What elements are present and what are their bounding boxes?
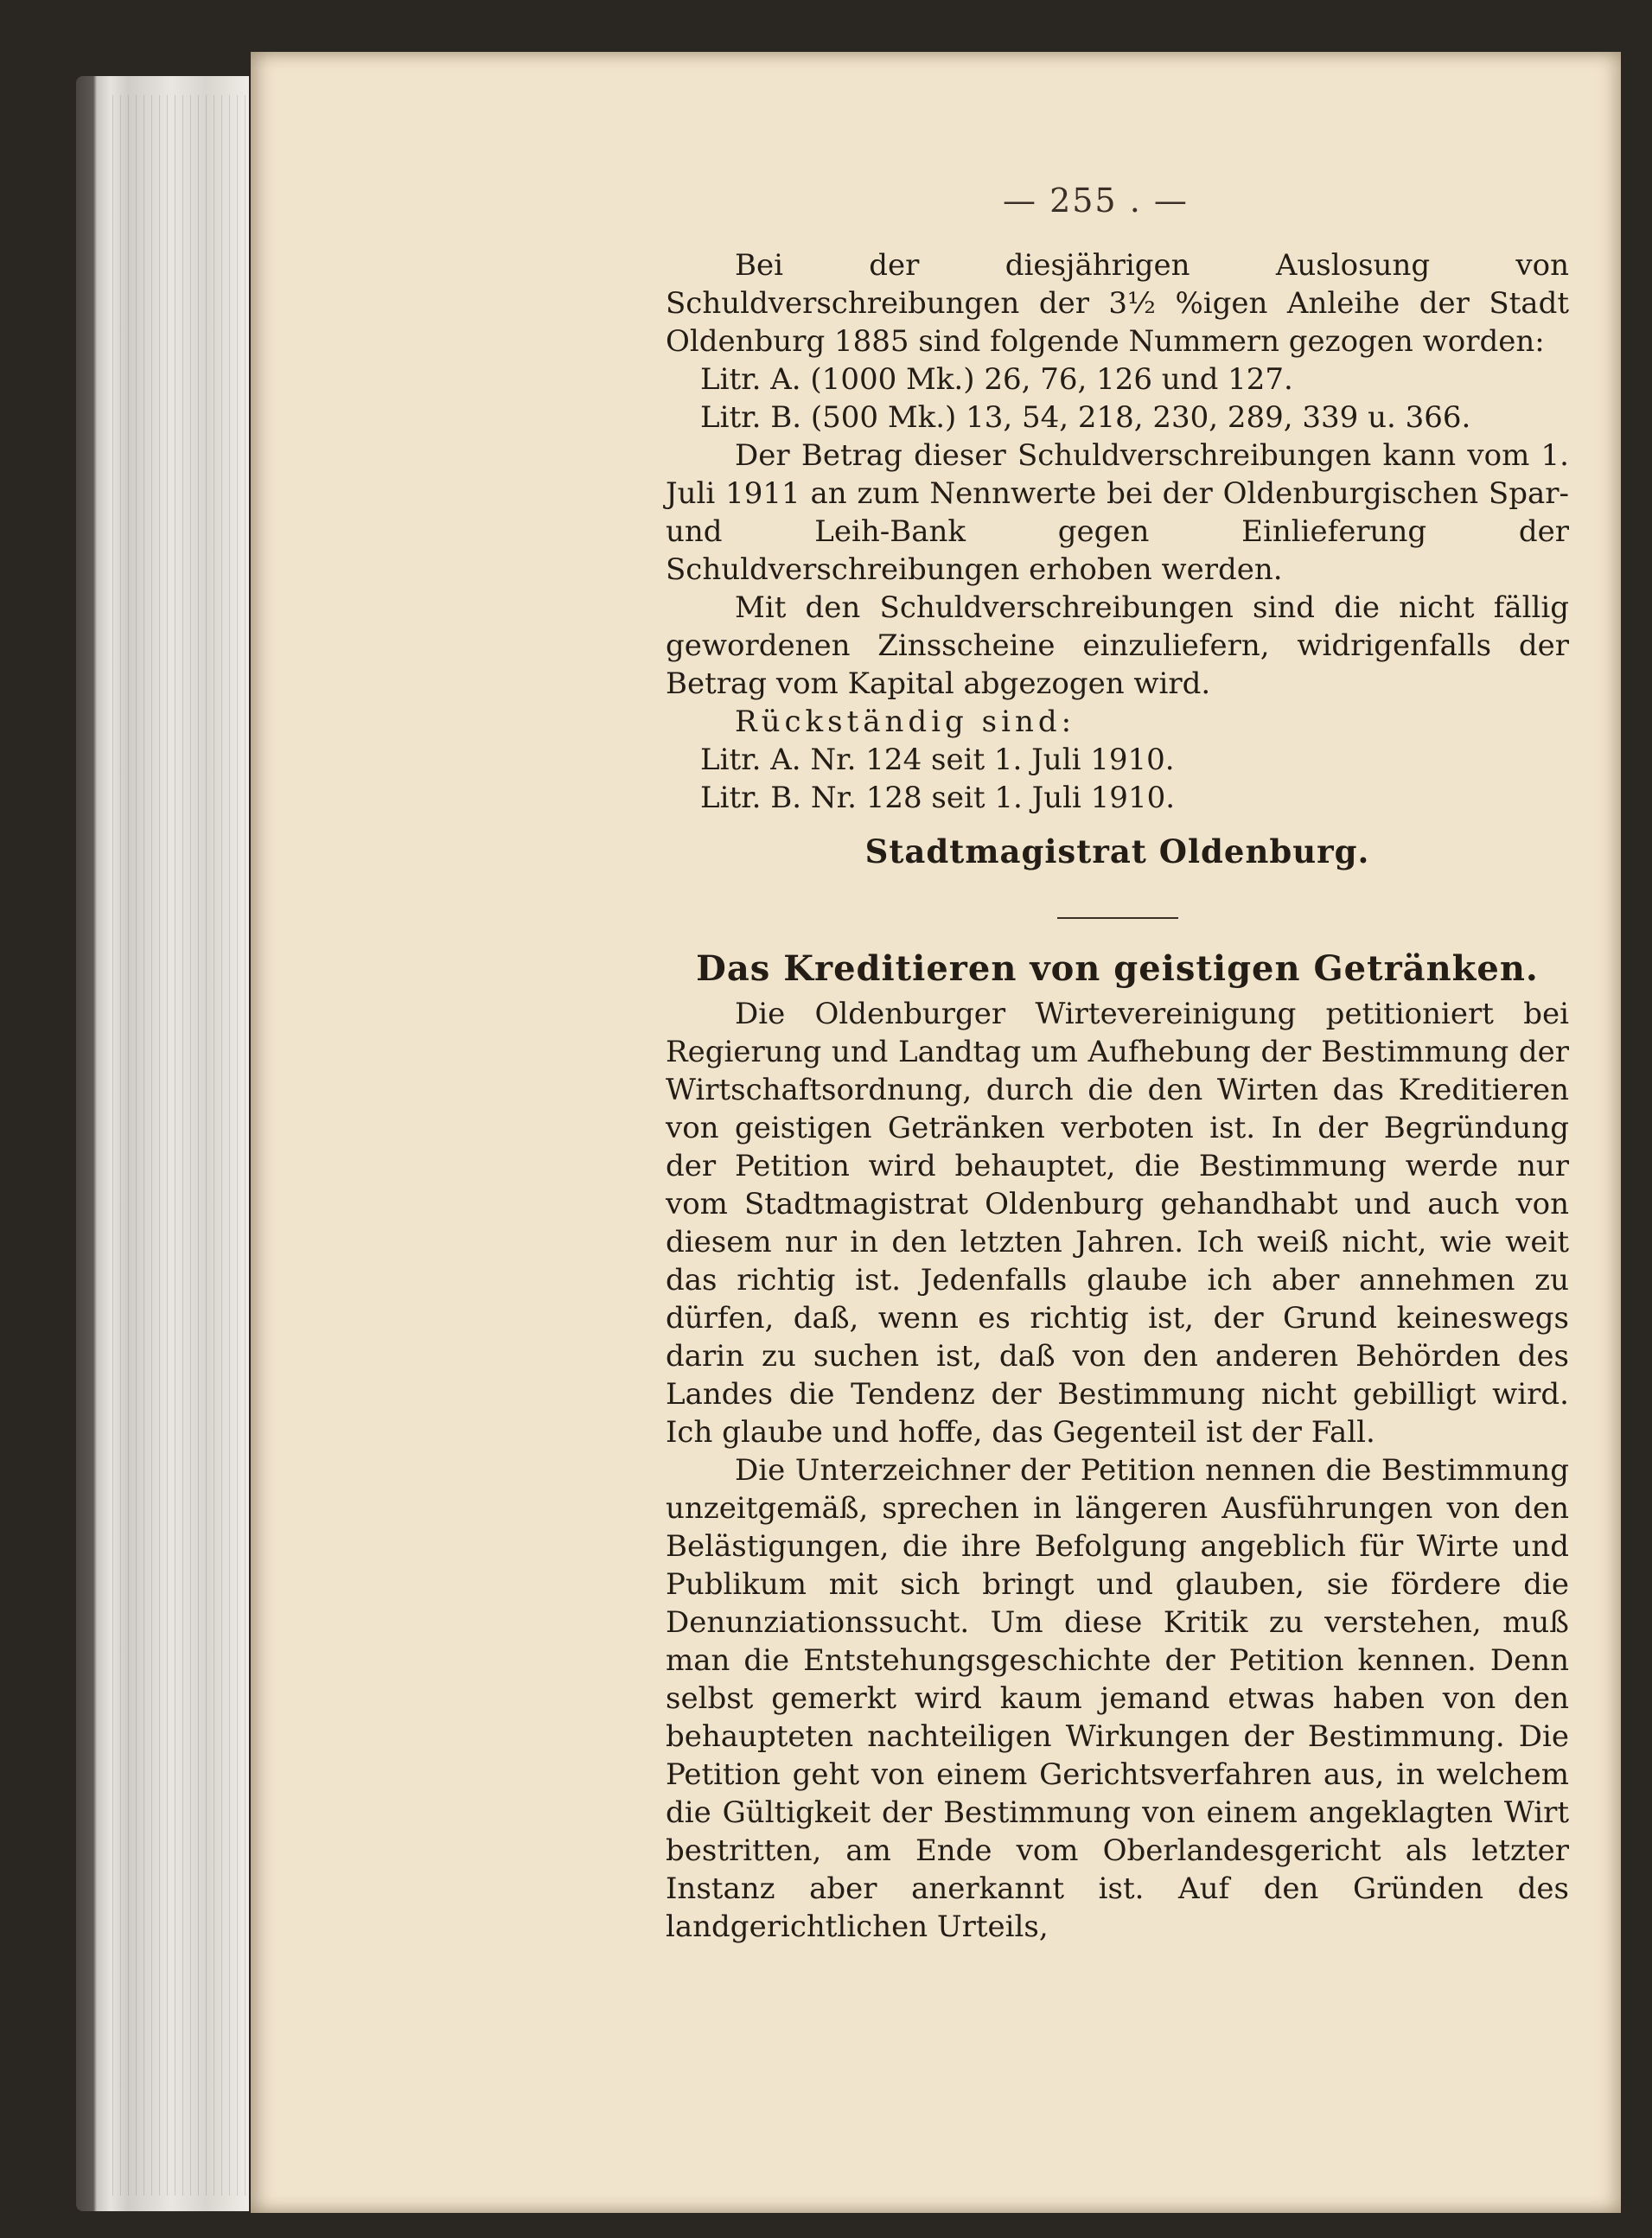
notice-intro-line-2: der 3½ %igen Anleihe der Stadt Oldenburg 1885 sind: [666, 286, 1570, 359]
litr-b-line: Litr. B. (500 Mk.) 13, 54, 218, 230, 289, 339 u. 366.: [700, 400, 1471, 435]
article-headline: Das Kreditieren von geistigen Getränken.: [696, 948, 1539, 989]
litr-a-line: Litr. A. (1000 Mk.) 26, 76, 126 und 127.: [700, 362, 1293, 397]
arrears-litr-a: Litr. A. Nr. 124 seit 1. Juli 1910.: [700, 743, 1175, 777]
section-divider: [1057, 917, 1178, 919]
payment-paragraph: Der Betrag dieser Schuldverschreibungen kann vom 1. Juli 1911 an zum Nennwerte bei der Oldenburgischen Spar- und Leih-Bank gegen Einlieferung der Schuldverschreibungen erhoben werden.: [666, 438, 1569, 587]
arrears-litr-b: Litr. B. Nr. 128 seit 1. Juli 1910.: [700, 781, 1176, 815]
notice-intro: [666, 246, 1569, 360]
loan-notice: [666, 246, 1569, 870]
coupons-paragraph: Mit den Schuldverschreibungen sind die nicht fällig gewordenen Zinsscheine einzuliefern, widrigenfalls der Betrag vom Kapital abgezogen wird.: [666, 590, 1569, 701]
notice-intro-line-1: Bei der diesjährigen Auslosung von Schuldverschreibungen: [666, 248, 1569, 321]
notice-intro-line-3: folgende Nummern gezogen worden:: [990, 324, 1545, 359]
article-paragraph-1: Die Oldenburger Wirtevereinigung petitioniert bei Regierung und Landtag um Aufhebung der Bestimmung der Wirtschaftsordnung, durch die den Wirten das Kreditieren von geistigen Getränken verboten ist. In der Begründung der Petition wird behauptet, die Bestimmung werde nur vom Stadtmagistrat Oldenburg gehandhabt und auch von diesem nur in den letzten Jahren. Ich weiß nicht, wie weit das richtig ist. Jedenfalls glaube ich aber annehmen zu dürfen, daß, wenn es richtig ist, der Grund keineswegs darin zu suchen ist, daß von den anderen Behörden des Landes die Tendenz der Bestimmung nicht gebilligt wird. Ich glaube und hoffe, das Gegenteil ist der Fall.: [666, 997, 1569, 1450]
notice-signature: Stadtmagistrat Oldenburg.: [864, 832, 1370, 870]
article-paragraph-2: Die Unterzeichner der Petition nennen die Bestimmung unzeitgemäß, sprechen in längeren Ausführungen von den Belästigungen, die ihre Befolgung angeblich für Wirte und Publikum mit sich bringt und glauben, sie fördere die Denunziationssucht. Um diese Kritik zu verstehen, muß man die Entstehungsgeschichte der Petition kennen. Denn selbst gemerkt wird kaum jemand etwas haben von den behaupteten nachteiligen Wirkungen der Bestimmung. Die Petition geht von einem Gerichtsverfahren aus, in welchem die Gültigkeit der Bestimmung von einem angeklagten Wirt bestritten, am Ende vom Oberlandesgericht als letzter Instanz aber anerkannt ist. Auf den Gründen des landgerichtlichen Urteils,: [666, 1453, 1569, 1944]
page-edge-lines: [112, 95, 251, 2196]
article: [666, 950, 1569, 1946]
page-body: [666, 246, 1569, 1946]
page-number: — 255 . —: [1003, 182, 1189, 220]
arrears-label: Rückständig sind:: [735, 705, 1076, 739]
